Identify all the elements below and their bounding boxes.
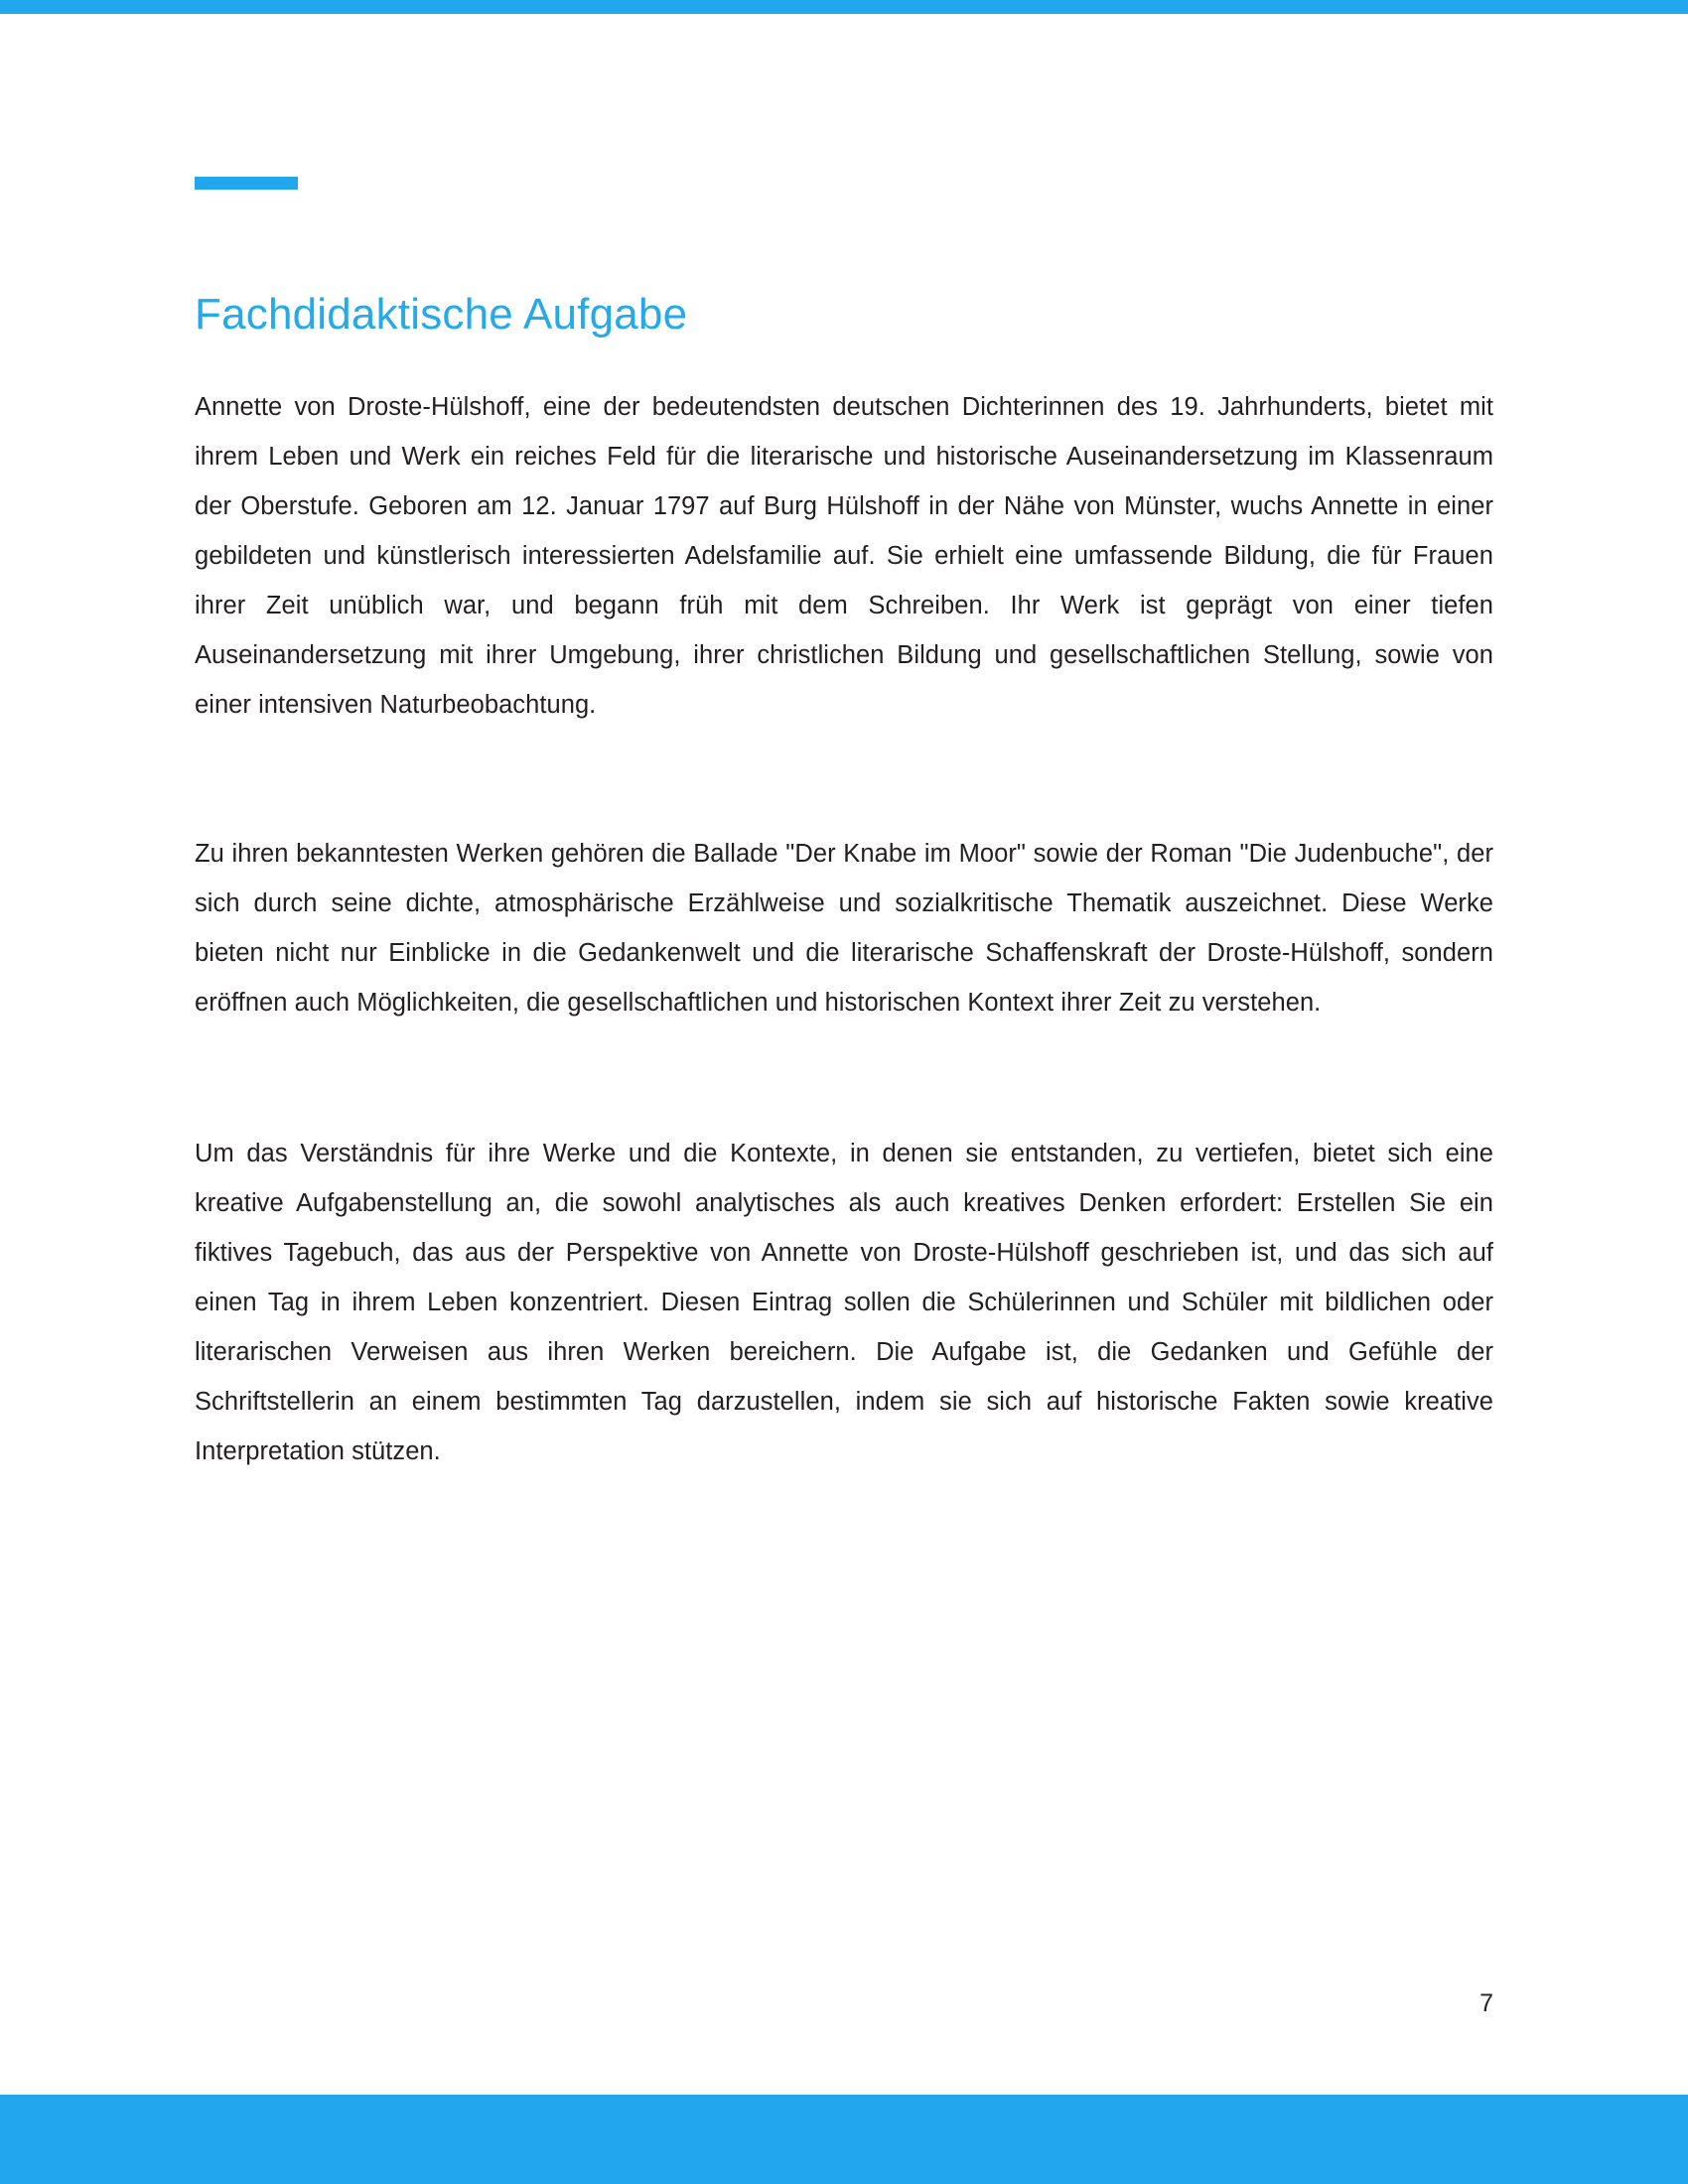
body-paragraph-1: Annette von Droste-Hülshoff, eine der bedeutendsten deutschen Dichterinnen des 19. Jahrhunderts, bietet mit ihrem Leben und Werk ein reiches Feld für die literarische und historische Auseinandersetzung im Klassenraum der Oberstufe. Geboren am 12. Januar 1797 auf Burg Hülshoff in der Nähe von Münster, wuchs Annette in einer gebildeten und künstlerisch interessierten Adelsfamilie auf. Sie erhielt eine umfassende Bildung, die für Frauen ihrer Zeit unüblich war, und begann früh mit dem Schreiben. Ihr Werk ist geprägt von einer tiefen Auseinandersetzung mit ihrer Umgebung, ihrer christlichen Bildung und gesellschaftlichen Stellung, sowie von einer intensiven Naturbeobachtung. [195, 393, 1493, 720]
bottom-accent-bar [0, 2095, 1688, 2184]
page-number: 7 [1479, 1989, 1493, 2017]
body-paragraph-3: Um das Verständnis für ihre Werke und die Kontexte, in denen sie entstanden, zu vertiefen, bietet sich eine kreative Aufgabenstellung an, die sowohl analytisches als auch kreatives Denken erfordert: Erstellen Sie ein fiktives Tagebuch, das aus der Perspektive von Annette von Droste-Hülshoff geschrieben ist, und das sich auf einen Tag in ihrem Leben konzentriert. Diesen Eintrag sollen die Schülerinnen und Schüler mit bildlichen oder literarischen Verweisen aus ihren Werken bereichern. Die Aufgabe ist, die Gedanken und Gefühle der Schriftstellerin an einem bestimmten Tag darzustellen, indem sie sich auf historische Fakten sowie kreative Interpretation stützen. [195, 1140, 1493, 1466]
heading-accent-rule [195, 177, 298, 190]
body-paragraph-2: Zu ihren bekanntesten Werken gehören die Ballade "Der Knabe im Moor" sowie der Roman "Die Judenbuche", der sich durch seine dichte, atmosphärische Erzählweise und sozialkritische Thematik auszeichnet. Diese Werke bieten nicht nur Einblicke in die Gedankenwelt und die literarische Schaffenskraft der Droste-Hülshoff, sondern eröffnen auch Möglichkeiten, die gesellschaftlichen und historischen Kontext ihrer Zeit zu verstehen. [195, 840, 1493, 1018]
page-content [195, 0, 1493, 1502]
page-title: Fachdidaktische Aufgabe [195, 290, 688, 339]
